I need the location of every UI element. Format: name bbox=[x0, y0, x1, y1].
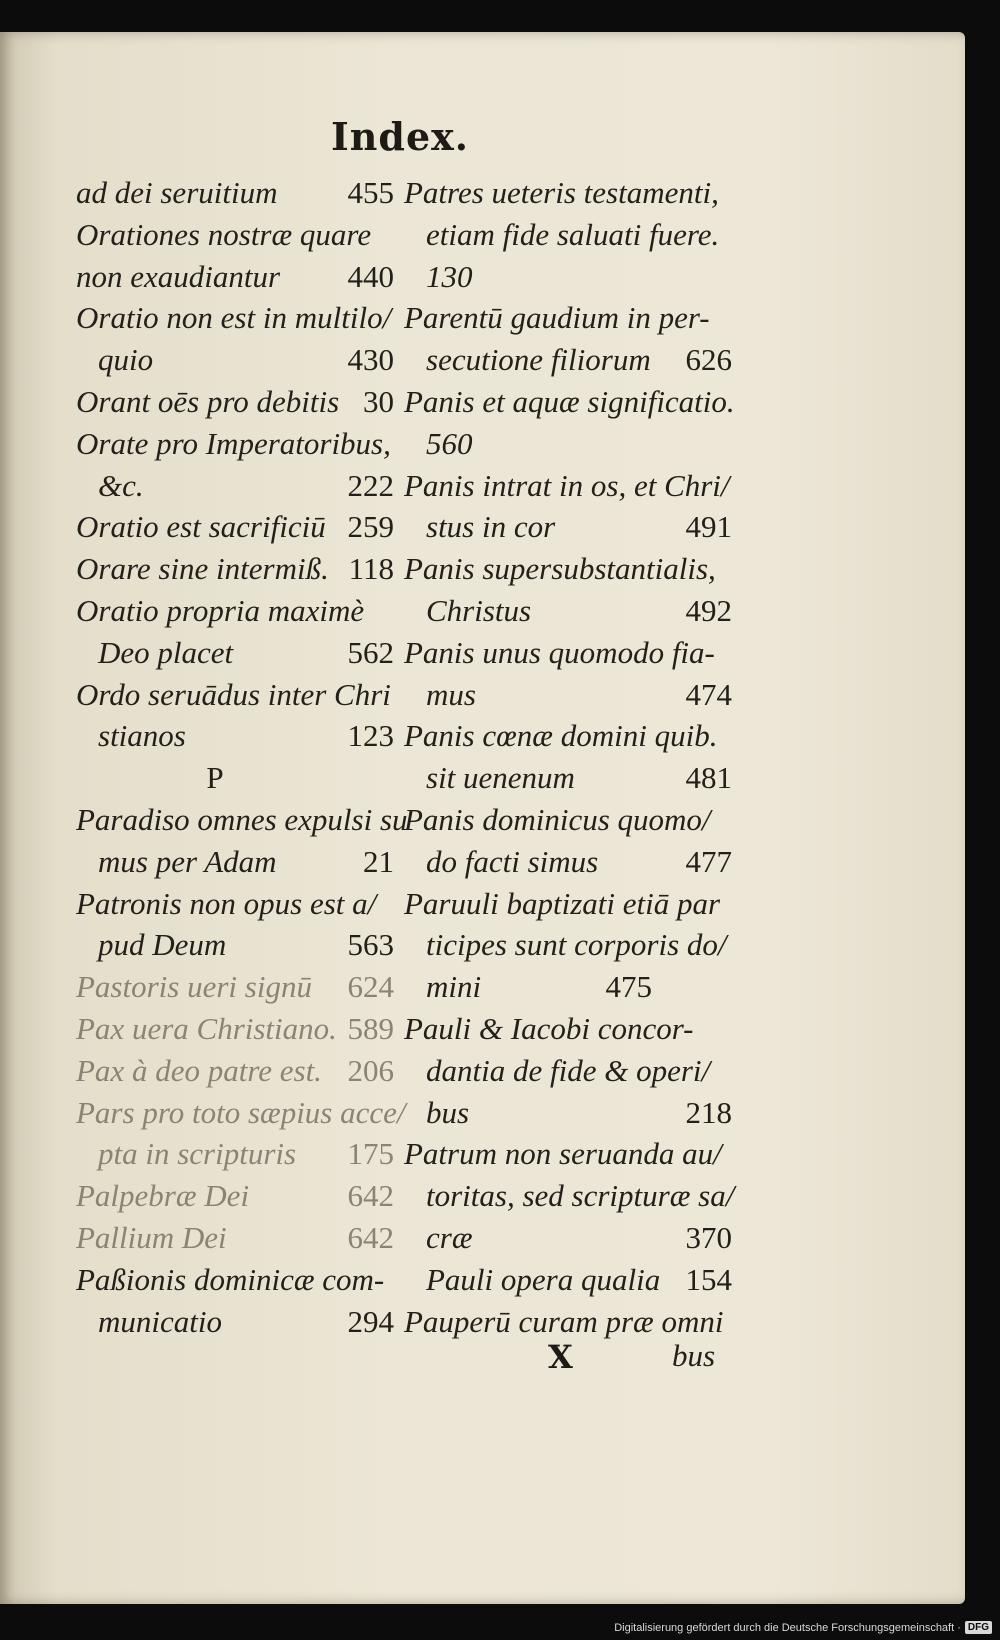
index-entry bbox=[404, 465, 732, 507]
entry-text: Orate pro Imperatoribus, bbox=[76, 425, 391, 461]
entry-text: secutione filiorum bbox=[426, 342, 651, 378]
page-number: 563 bbox=[347, 927, 394, 963]
index-entry bbox=[76, 841, 394, 883]
index-entry bbox=[76, 799, 408, 841]
index-entry bbox=[76, 423, 394, 465]
entry-text: Oratio propria maximè bbox=[76, 592, 365, 628]
index-entry bbox=[404, 423, 732, 465]
index-entry bbox=[404, 590, 732, 632]
entry-text: Pallium Dei bbox=[76, 1219, 227, 1255]
entry-text: Pax uera Christiano. bbox=[76, 1010, 337, 1046]
page-number: 206 bbox=[347, 1052, 394, 1088]
index-column-left bbox=[76, 172, 408, 1342]
index-entry bbox=[76, 674, 394, 716]
index-entry bbox=[404, 1217, 732, 1259]
digitization-credit bbox=[614, 1621, 992, 1634]
index-entry bbox=[404, 841, 732, 883]
index-column-right bbox=[404, 172, 735, 1342]
entry-text: cræ bbox=[426, 1219, 473, 1255]
entry-text: etiam fide saluati fuere. bbox=[426, 216, 720, 252]
index-entry bbox=[76, 256, 394, 298]
index-entry bbox=[76, 924, 394, 966]
entry-text: Orant oēs pro debitis bbox=[76, 383, 340, 419]
entry-text: non exaudiantur bbox=[76, 258, 281, 294]
entry-text: mus per Adam bbox=[98, 843, 277, 879]
signature-mark: X bbox=[548, 1338, 573, 1376]
index-entry bbox=[404, 381, 735, 423]
index-entry bbox=[76, 632, 394, 674]
index-entry bbox=[76, 465, 394, 507]
entry-text: Pauli opera qualia bbox=[426, 1261, 661, 1297]
page-number: 370 bbox=[685, 1219, 732, 1255]
entry-text: Patrum non seruanda au/ bbox=[404, 1136, 722, 1172]
page-number: 218 bbox=[685, 1094, 732, 1130]
page-number: 440 bbox=[347, 258, 394, 294]
index-entry bbox=[404, 1175, 735, 1217]
page-number: 475 bbox=[605, 969, 652, 1005]
index-entry bbox=[76, 966, 394, 1008]
index-entry bbox=[76, 1217, 394, 1259]
page-number: 642 bbox=[347, 1178, 394, 1214]
entry-text: Pauperū curam præ omni bbox=[404, 1303, 724, 1339]
entry-text: 560 bbox=[426, 425, 473, 461]
page-number: 492 bbox=[685, 592, 732, 628]
page-number: 294 bbox=[347, 1303, 394, 1339]
page-number: 118 bbox=[348, 551, 394, 587]
index-entry bbox=[404, 548, 732, 590]
entry-text: pta in scripturis bbox=[98, 1136, 297, 1172]
credit-text: Digitalisierung gefördert durch die Deutsche Forschungsgemeinschaft · bbox=[614, 1621, 961, 1634]
index-entry bbox=[404, 757, 732, 799]
page-title: Index. bbox=[330, 114, 470, 159]
index-entry bbox=[76, 506, 394, 548]
entry-text: Orare sine intermiß. bbox=[76, 551, 329, 587]
page-number: 154 bbox=[685, 1261, 732, 1297]
entry-text: Ordo seruādus inter Chri bbox=[76, 676, 391, 712]
page-number: 474 bbox=[685, 676, 732, 712]
index-entry bbox=[76, 715, 394, 757]
page-number: 477 bbox=[685, 843, 732, 879]
index-entry bbox=[404, 1008, 732, 1050]
entry-text: Oratio non est in multilo/ bbox=[76, 300, 392, 336]
entry-text: Oratio est sacrificiū bbox=[76, 509, 326, 545]
entry-text: stianos bbox=[98, 718, 186, 754]
index-entry bbox=[404, 632, 732, 674]
entry-text: mini bbox=[426, 969, 482, 1005]
entry-text: municatio bbox=[98, 1303, 222, 1339]
index-entry bbox=[404, 1050, 732, 1092]
entry-text: bus bbox=[426, 1094, 470, 1130]
catchword: bus bbox=[672, 1338, 716, 1373]
entry-text: Orationes nostræ quare bbox=[76, 216, 372, 252]
index-entry bbox=[404, 1092, 732, 1134]
entry-text: Paßionis dominicæ com- bbox=[76, 1261, 385, 1297]
dfg-logo: DFG bbox=[965, 1621, 992, 1634]
entry-text: Paradiso omnes expulsi su bbox=[76, 801, 408, 837]
entry-text: Patres ueteris testamenti, bbox=[404, 175, 719, 210]
index-entry bbox=[76, 172, 394, 214]
index-entry bbox=[76, 1259, 394, 1301]
entry-text: Parentū gaudium in per- bbox=[404, 300, 710, 336]
entry-text: pud Deum bbox=[98, 927, 227, 963]
entry-text: Panis intrat in os, et Chri/ bbox=[404, 467, 730, 503]
entry-text: Panis supersubstantialis, bbox=[404, 551, 716, 587]
entry-text: Panis et aquæ significatio. bbox=[404, 383, 735, 419]
index-entry bbox=[76, 1092, 406, 1134]
entry-text: Pars pro toto sæpius acce/ bbox=[76, 1094, 406, 1130]
entry-text: Christus bbox=[426, 592, 532, 628]
page-number: 562 bbox=[347, 634, 394, 670]
index-entry bbox=[404, 214, 732, 256]
index-entry bbox=[404, 674, 732, 716]
entry-text: mus bbox=[426, 676, 476, 712]
index-entry bbox=[404, 883, 732, 925]
index-entry bbox=[76, 548, 394, 590]
book-page bbox=[0, 32, 965, 1604]
page-number: 175 bbox=[347, 1136, 394, 1172]
entry-text: &c. bbox=[98, 467, 144, 503]
index-entry bbox=[76, 1175, 394, 1217]
entry-text: Panis cœnæ domini quib. bbox=[404, 718, 718, 754]
index-entry bbox=[76, 381, 394, 423]
page-number: 626 bbox=[685, 342, 732, 378]
entry-text: dantia de fide & operi/ bbox=[426, 1052, 711, 1088]
index-entry bbox=[76, 297, 394, 339]
index-entry bbox=[76, 214, 394, 256]
section-letter bbox=[76, 757, 394, 799]
page-number: 30 bbox=[363, 383, 394, 419]
entry-text: Deo placet bbox=[98, 634, 234, 670]
entry-text: Paruuli baptizati etiā par bbox=[404, 885, 721, 921]
index-entry bbox=[76, 339, 394, 381]
index-entry bbox=[404, 1259, 732, 1301]
entry-text: ad dei seruitium bbox=[76, 175, 278, 210]
page-number: 21 bbox=[363, 843, 394, 879]
index-entry bbox=[404, 1301, 732, 1343]
index-entry bbox=[76, 883, 394, 925]
page-number: 430 bbox=[347, 342, 394, 378]
entry-text: Patronis non opus est a/ bbox=[76, 885, 377, 921]
index-entry bbox=[404, 172, 732, 214]
index-entry bbox=[404, 339, 732, 381]
entry-text: Panis dominicus quomo/ bbox=[404, 801, 711, 837]
page-number: 222 bbox=[347, 467, 394, 503]
index-entry bbox=[404, 256, 732, 298]
page-number: 455 bbox=[347, 175, 394, 210]
index-entry bbox=[404, 799, 732, 841]
entry-text: sit uenenum bbox=[426, 760, 575, 796]
index-entry bbox=[404, 506, 732, 548]
index-entry bbox=[404, 297, 732, 339]
page-number: 642 bbox=[347, 1219, 394, 1255]
entry-text: Palpebræ Dei bbox=[76, 1178, 250, 1214]
entry-text: quio bbox=[98, 342, 154, 378]
index-entry bbox=[404, 924, 732, 966]
entry-text: Pastoris ueri signū bbox=[76, 969, 312, 1005]
index-entry bbox=[76, 1133, 394, 1175]
index-entry bbox=[404, 715, 732, 757]
index-entry bbox=[76, 590, 394, 632]
entry-text: toritas, sed scripturæ sa/ bbox=[426, 1178, 735, 1214]
page-number: 624 bbox=[347, 969, 394, 1005]
entry-text: Pax à deo patre est. bbox=[76, 1052, 322, 1088]
page-number: 123 bbox=[347, 718, 394, 754]
page-number: 481 bbox=[685, 760, 732, 796]
entry-text: 130 bbox=[426, 258, 473, 294]
page-number: 259 bbox=[347, 509, 394, 545]
index-entry bbox=[76, 1050, 394, 1092]
page-number: 589 bbox=[347, 1010, 394, 1046]
index-entry bbox=[404, 1133, 732, 1175]
index-entry bbox=[76, 1008, 394, 1050]
index-entry bbox=[76, 1301, 394, 1343]
entry-text: P bbox=[206, 760, 224, 796]
index-entry bbox=[404, 966, 732, 1008]
entry-text: ticipes sunt corporis do/ bbox=[426, 927, 727, 963]
entry-text: Pauli & Iacobi concor- bbox=[404, 1010, 694, 1046]
entry-text: Panis unus quomodo fia- bbox=[404, 634, 715, 670]
entry-text: do facti simus bbox=[426, 843, 599, 879]
entry-text: stus in cor bbox=[426, 509, 556, 545]
page-number: 491 bbox=[685, 509, 732, 545]
